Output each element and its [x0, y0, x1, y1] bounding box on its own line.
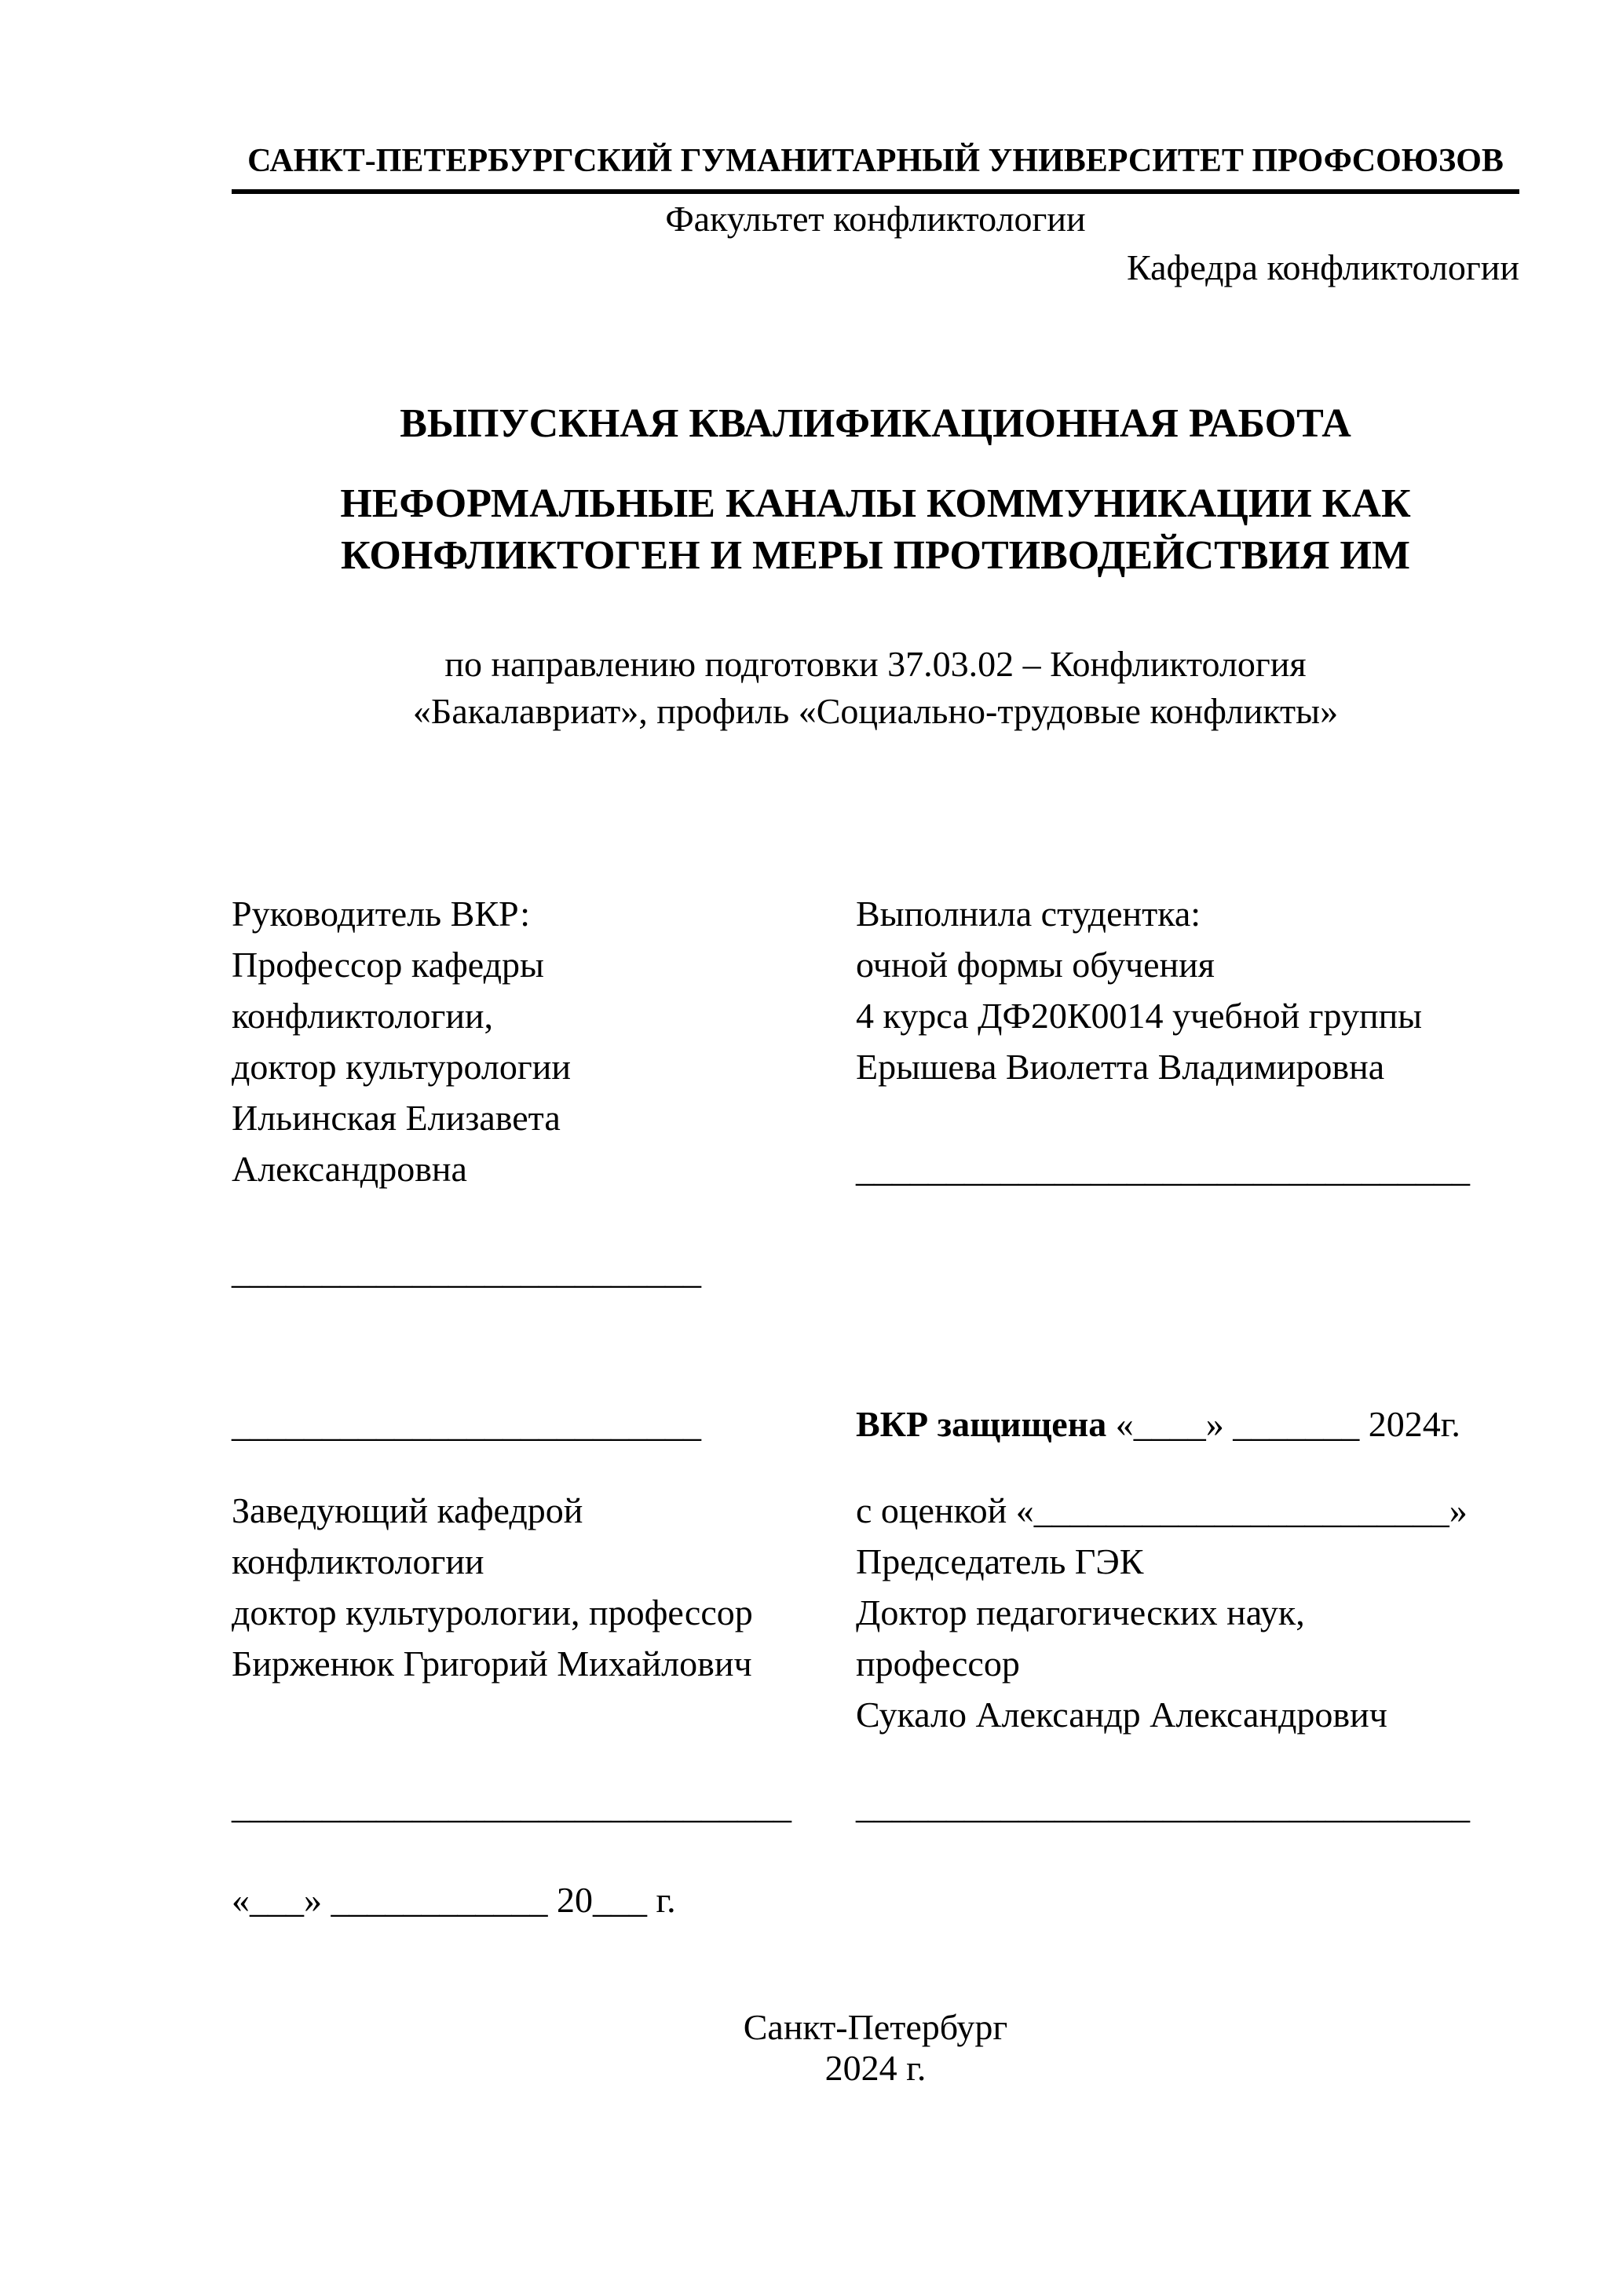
gek-chair-line: профессор [856, 1643, 1020, 1684]
signature-row [232, 1780, 1519, 1831]
student-role: Выполнила студентка: [856, 894, 1201, 934]
university-name: САНКТ-ПЕТЕРБУРГСКИЙ ГУМАНИТАРНЫЙ УНИВЕРСИТЕТ ПРОФСОЮЗОВ [232, 139, 1519, 194]
supervisor-role: Руководитель ВКР: [232, 894, 531, 934]
program-block [232, 641, 1519, 735]
program-profile: «Бакалавриат», профиль «Социально-трудовые конфликты» [412, 691, 1339, 731]
program-direction: по направлению подготовки 37.03.02 – Конфликтология [444, 644, 1307, 684]
head-of-department-line: Заведующий кафедрой [232, 1490, 583, 1530]
head-of-department-line: конфликтологии [232, 1541, 484, 1581]
spacer [856, 1194, 1519, 1245]
faculty-name: Факультет конфликтологии [665, 199, 1086, 239]
thesis-title-line2: КОНФЛИКТОГЕН И МЕРЫ ПРОТИВОДЕЙСТВИЯ ИМ [340, 533, 1411, 578]
spacer [856, 1450, 1519, 1485]
student-signature-blank: __________________________________ [856, 1149, 1470, 1189]
supervisor-line: Профессор кафедры [232, 945, 544, 985]
city-year-block [232, 2007, 1519, 2089]
supervisor-signature-blank-2: __________________________ [232, 1404, 701, 1444]
student-line: 4 курса ДФ20К0014 учебной группы [856, 996, 1423, 1036]
department-name: Кафедра конфликтологии [1127, 247, 1519, 287]
spacer [856, 1347, 1519, 1398]
city: Санкт-Петербург [743, 2007, 1008, 2047]
supervisor-signature-blank: __________________________ [232, 1251, 701, 1291]
thesis-title-line1: НЕФОРМАЛЬНЫЕ КАНАЛЫ КОММУНИКАЦИИ КАК [340, 481, 1411, 526]
work-type-heading: ВЫПУСКНАЯ КВАЛИФИКАЦИОННАЯ РАБОТА [400, 401, 1351, 446]
signature-blank-right: __________________________________ [856, 1786, 1470, 1826]
page-content [232, 0, 1519, 2089]
spacer [232, 1296, 813, 1347]
spacer [856, 1245, 1519, 1296]
supervisor-line: Александровна [232, 1149, 467, 1189]
gek-chair-line: Председатель ГЭК [856, 1541, 1144, 1581]
head-of-department-line: Бирженюк Григорий Михайлович [232, 1643, 752, 1684]
supervisor-column [232, 888, 813, 1740]
spacer [232, 1450, 813, 1485]
head-of-department-line: доктор культурологии, профессор [232, 1592, 753, 1632]
signature-blank-left: _______________________________ [232, 1786, 791, 1826]
spacer [856, 1092, 1519, 1143]
spacer [856, 1296, 1519, 1347]
defense-label: ВКР защищена [856, 1404, 1107, 1444]
supervisor-line: конфликтологии, [232, 996, 494, 1036]
supervisor-line: доктор культурологии [232, 1047, 571, 1087]
student-line: Ерышева Виолетта Владимировна [856, 1047, 1385, 1087]
column-gap [813, 888, 856, 1740]
student-line: очной формы обучения [856, 945, 1215, 985]
date-blank-line: «___» ____________ 20___ г. [232, 1880, 676, 1920]
column-gap [813, 1780, 856, 1831]
student-column [856, 888, 1519, 1740]
signatories-columns [232, 888, 1519, 1740]
grade-blank-line: с оценкой «_______________________» [856, 1490, 1468, 1530]
year: 2024 г. [824, 2048, 927, 2088]
spacer [232, 1194, 813, 1245]
spacer [232, 1347, 813, 1398]
thesis-title [232, 478, 1519, 582]
gek-chair-line: Доктор педагогических наук, [856, 1592, 1305, 1632]
defense-date-line [856, 1398, 1519, 1450]
gek-chair-line: Сукало Александр Александрович [856, 1695, 1387, 1735]
defense-date-blank: «____» _______ 2024г. [1106, 1404, 1460, 1444]
supervisor-line: Ильинская Елизавета [232, 1098, 561, 1138]
